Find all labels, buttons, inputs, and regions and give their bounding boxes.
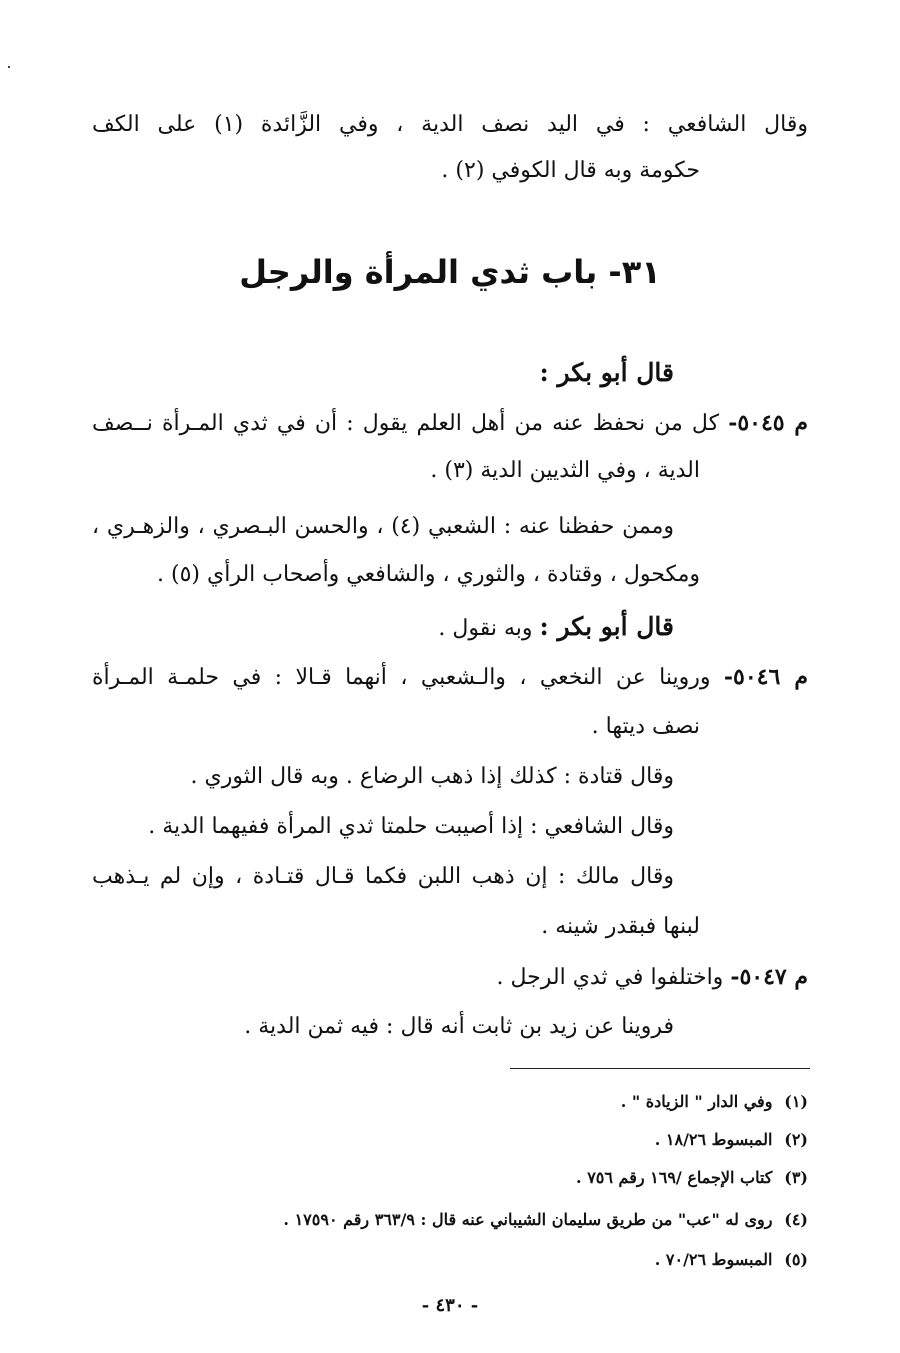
footnote-text: المبسوط ٧٠/٢٦ . <box>654 1250 773 1269</box>
paragraph-text: واختلفوا في ثدي الرجل . <box>496 965 724 990</box>
footnote-text: المبسوط ١٨/٢٦ . <box>654 1130 773 1149</box>
paragraph-line: وقال الشافعي : إذا أصيبت حلمتا ثدي المرأة ففيهما الدية . <box>148 814 674 839</box>
paragraph-line: ومكحول ، وقتادة ، والثوري ، والشافعي وأصحاب الرأي (٥) . <box>157 562 700 587</box>
numbered-paragraph <box>92 962 808 993</box>
footnote <box>92 1208 808 1232</box>
footnote-text: وفي الدار " الزيادة " . <box>620 1092 773 1111</box>
footnote <box>92 1248 808 1272</box>
paragraph-line: لبنها فبقدر شينه . <box>541 914 700 939</box>
footnote <box>92 1090 808 1114</box>
paragraph-number: م ٥٠٤٥- <box>728 410 809 436</box>
footnote <box>92 1128 808 1152</box>
footnote-number: (٤) <box>784 1210 808 1229</box>
opinion-line <box>92 612 674 644</box>
footnote-separator <box>510 1068 810 1069</box>
footnote-number: (٥) <box>784 1250 808 1269</box>
paragraph-line: وقال مالك : إن ذهب اللبن فكما قـال قتـادة ، وإن لم يـذهب <box>92 864 674 889</box>
paragraph-line: وقال الشافعي : في اليد نصف الدية ، وفي الزَّائدة (١) على الكف <box>92 112 808 137</box>
footnote-text: روى له "عب" من طريق سليمان الشيباني عنه قال : ٣٦٣/٩ رقم ١٧٥٩٠ . <box>283 1210 773 1229</box>
page-number: - ٤٣٠ - <box>421 1295 479 1316</box>
footnote-text: كتاب الإجماع /١٦٩ رقم ٧٥٦ . <box>576 1168 773 1187</box>
numbered-paragraph <box>92 662 808 693</box>
opinion-text: وبه نقول . <box>438 616 533 641</box>
scan-speck <box>8 66 10 68</box>
paragraph-line: نصف ديتها . <box>591 714 700 739</box>
footnote <box>92 1166 808 1190</box>
footnote-number: (٢) <box>784 1130 808 1149</box>
paragraph-line: الدية ، وفي الثديين الدية (٣) . <box>430 458 700 483</box>
speaker-label: قال أبو بكر : <box>539 612 674 641</box>
footnote-number: (١) <box>784 1092 808 1111</box>
paragraph-line: وقال قتادة : كذلك إذا ذهب الرضاع . وبه قال الثوري . <box>190 764 674 789</box>
paragraph-number: م ٥٠٤٧- <box>730 964 808 990</box>
section-heading: قال أبو بكر : <box>539 358 674 387</box>
chapter-title: ٣١- باب ثدي المرأة والرجل <box>239 253 661 291</box>
paragraph-text: وروينا عن النخعي ، والـشعبي ، أنهما قـالا : في حلمـة المـرأة <box>92 665 711 690</box>
footnote-number: (٣) <box>784 1168 808 1187</box>
paragraph-number: م ٥٠٤٦- <box>723 664 809 690</box>
paragraph-text: كل من نحفظ عنه من أهل العلم يقول : أن في ثدي المـرأة نــصف <box>92 411 720 436</box>
numbered-paragraph <box>92 408 808 439</box>
paragraph-line: فروينا عن زيد بن ثابت أنه قال : فيه ثمن الدية . <box>244 1014 674 1039</box>
paragraph-line: وممن حفظنا عنه : الشعبي (٤) ، والحسن البـصري ، والزهـري ، <box>92 514 674 539</box>
paragraph-line: حكومة وبه قال الكوفي (٢) . <box>441 158 700 183</box>
